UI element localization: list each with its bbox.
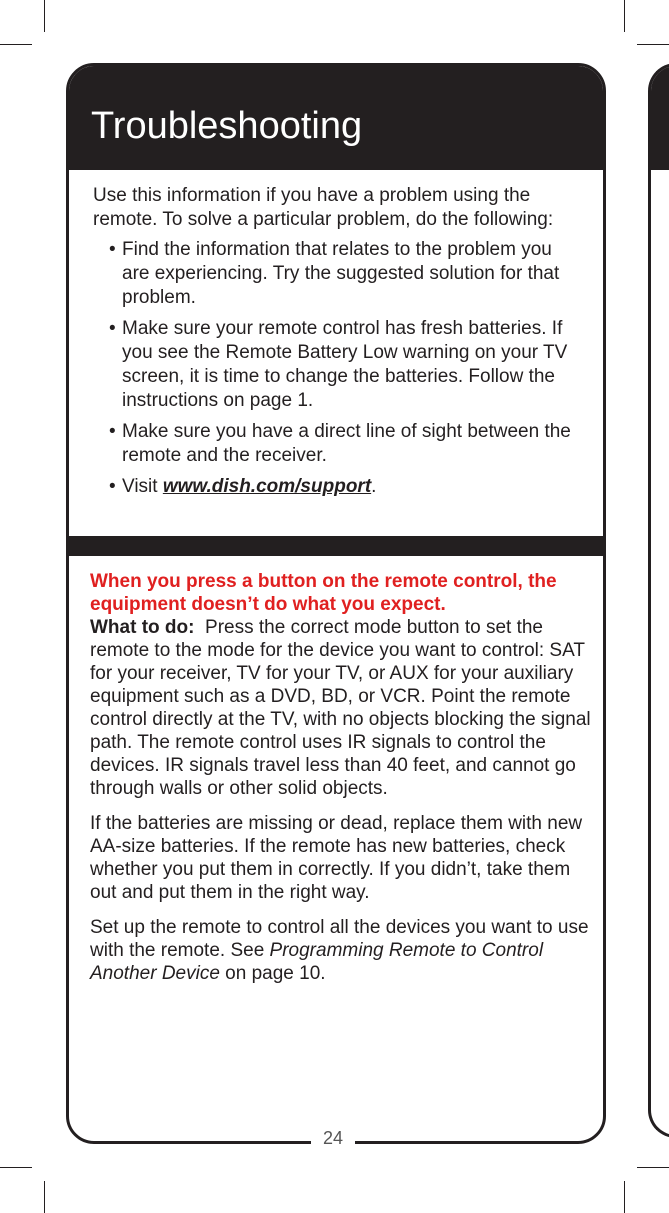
adjacent-page-edge xyxy=(648,63,669,1138)
adjacent-page-header xyxy=(651,66,669,170)
list-item: • Make sure your remote control has fresh batteries. If you see the Remote Battery Low warning on your TV screen, it is time to change the batteries. Follow the instructions on page 1. xyxy=(109,318,568,411)
troubleshooting-card xyxy=(66,63,606,1144)
bullet-icon: • xyxy=(109,239,116,260)
bullet-icon: • xyxy=(109,421,116,442)
crop-mark xyxy=(0,1167,32,1168)
intro-section xyxy=(93,184,583,506)
section-divider xyxy=(69,536,603,556)
bullet-icon: • xyxy=(109,476,116,497)
visit-prefix: Visit xyxy=(122,476,163,497)
solution-paragraph-3: Set up the remote to control all the devices you want to use with the remote. See Programming Remote to Control Another Device on page 10. xyxy=(90,917,589,984)
crop-mark xyxy=(624,0,625,32)
crop-mark xyxy=(624,1181,625,1213)
list-item xyxy=(93,475,583,499)
page-number: 24 xyxy=(311,1126,355,1150)
page-title: Troubleshooting xyxy=(91,105,363,147)
problem-section xyxy=(90,570,596,997)
intro-text: Use this information if you have a problem using the remote. To solve a particular problem, do the following: xyxy=(93,185,554,230)
crop-mark xyxy=(637,44,669,45)
what-to-do-label: What to do: xyxy=(90,617,195,638)
crop-mark xyxy=(44,0,45,32)
bullet-icon: • xyxy=(109,318,116,339)
list-item: • Find the information that relates to the problem you are experiencing. Try the suggested solution for that problem. xyxy=(109,239,560,308)
cross-reference: Programming Remote to Control Another Device xyxy=(90,940,544,984)
crop-mark xyxy=(0,44,32,45)
crop-mark xyxy=(44,1181,45,1213)
list-item: • Make sure you have a direct line of sight between the remote and the receiver. xyxy=(109,421,571,466)
solution-paragraph-2: If the batteries are missing or dead, replace them with new AA-size batteries. If the remote has new batteries, check whether you put them in correctly. If you didn’t, take them out and put them in the right way. xyxy=(90,813,583,903)
intro-bullet-list xyxy=(93,238,583,499)
solution-paragraph-1 xyxy=(90,616,596,800)
problem-heading: When you press a button on the remote control, the equipment doesn’t do what you expect. xyxy=(90,571,557,615)
crop-mark xyxy=(637,1167,669,1168)
solution-text-1: Press the correct mode button to set the remote to the mode for the device you want to control: SAT for your receiver, TV for your TV, or AUX for your auxiliary equipment such as a DVD, BD, or VCR. Point the remote control directly at the TV, with no objects blocking the signal path. The remote control uses IR signals to control the devices. IR signals travel less than 40 feet, and cannot go through walls or other solid objects. xyxy=(90,617,596,799)
visit-suffix: . xyxy=(371,476,377,497)
support-link[interactable]: www.dish.com/support xyxy=(162,476,372,497)
page-header xyxy=(69,66,603,170)
